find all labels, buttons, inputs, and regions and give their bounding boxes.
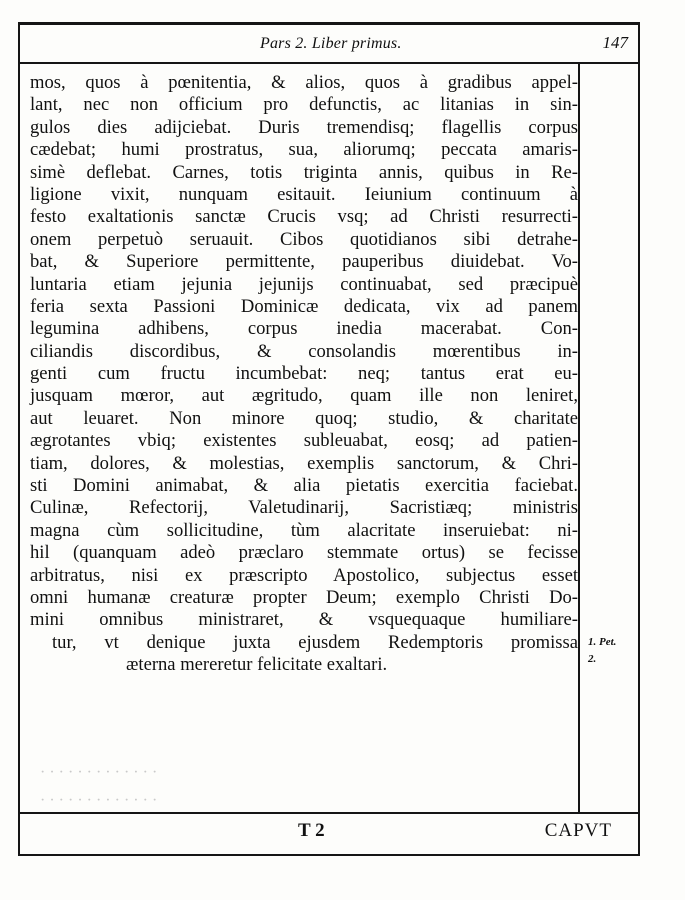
text-line: jusquam mœror, aut ægritudo, quam ille non leniret, <box>30 385 578 407</box>
marginal-note-chapter: 2. <box>588 653 597 665</box>
text-line: tur, vt denique juxta ejusdem Redemptoris promissa <box>52 631 578 653</box>
text-line: luntaria etiam jejunia jejunijs continuabat, sed præcipuè <box>30 273 578 295</box>
text-line: mos, quos à pœnitentia, & alios, quos à gradibus appel- <box>30 72 578 93</box>
text-line: ciliandis discordibus, & consolandis mœrentibus in- <box>30 340 578 362</box>
text-line: arbitratus, nisi ex præscripto Apostolico, subjectus esset <box>30 564 578 586</box>
marginal-note-ref: 1. Pet. <box>588 636 617 648</box>
text-line: gulos dies adijciebat. Duris tremendisq; flagellis corpus <box>30 116 578 138</box>
header-rule <box>18 62 640 64</box>
text-line: lant, nec non officium pro defunctis, ac litanias in sin- <box>30 94 578 116</box>
text-line: magna cùm sollicitudine, tùm alacritate inseruiebat: ni- <box>30 519 578 541</box>
text-line: legumina adhibens, corpus inedia macerabat. Con- <box>30 318 578 340</box>
text-line: ægrotantes vbiq; existentes subleuabat, eosq; ad patien- <box>30 430 578 452</box>
text-line: aut leuaret. Non minore quoq; studio, & charitate <box>30 407 578 429</box>
page-footer <box>30 820 640 850</box>
right-rule <box>638 22 640 856</box>
page-header <box>30 25 640 61</box>
text-line: ligione vixit, nunquam esitauit. Ieiunium continuum à <box>30 183 578 205</box>
left-rule <box>18 22 20 856</box>
running-head: Pars 2. Liber primus. <box>260 35 402 52</box>
text-line: festo exaltationis sanctæ Crucis vsq; ad Christi resurrecti- <box>30 206 578 228</box>
text-line: mini omnibus ministraret, & vsquequaque humiliare- <box>30 609 578 631</box>
marginal-note <box>588 634 634 668</box>
bottom-text-rule <box>18 812 640 814</box>
text-line: simè deflebat. Carnes, totis triginta annis, quibus in Re- <box>30 161 578 183</box>
text-line: hil (quanquam adeò præclaro stemmate ortus) se fecisse <box>30 542 578 564</box>
bleed-through: · · · · · · · · · · · · · <box>40 764 158 781</box>
bleed-through: · · · · · · · · · · · · · <box>40 792 158 809</box>
signature-mark: T 2 <box>298 820 325 841</box>
body-text <box>30 72 578 677</box>
margin-column-rule <box>578 62 580 814</box>
text-line: cædebat; humi prostratus, sua, aliorumq; peccata amaris- <box>30 139 578 161</box>
text-line: feria sexta Passioni Dominicæ dedicata, vix ad panem <box>30 295 578 317</box>
page-number: 147 <box>602 33 628 52</box>
text-line: bat, & Superiore permittente, pauperibus diuidebat. Vo- <box>30 251 578 273</box>
text-line: tiam, dolores, & molestias, exemplis sanctorum, & Chri- <box>30 452 578 474</box>
text-line: sti Domini animabat, & alia pietatis exercitia faciebat. <box>30 475 578 497</box>
text-line-italic: omni humanæ creaturæ propter Deum; exemplo Christi Do- <box>30 586 578 608</box>
text-line: Culinæ, Refectorij, Valetudinarij, Sacristiæq; ministris <box>30 497 578 519</box>
text-line-last: æterna mereretur felicitate exaltari. <box>126 654 388 676</box>
catchword: CAPVT <box>544 820 612 841</box>
text-line: genti cum fructu incumbebat: neq; tantus erat eu- <box>30 363 578 385</box>
text-line: onem perpetuò seruauit. Cibos quotidianos sibi detrahe- <box>30 228 578 250</box>
bottom-rule <box>18 854 640 856</box>
